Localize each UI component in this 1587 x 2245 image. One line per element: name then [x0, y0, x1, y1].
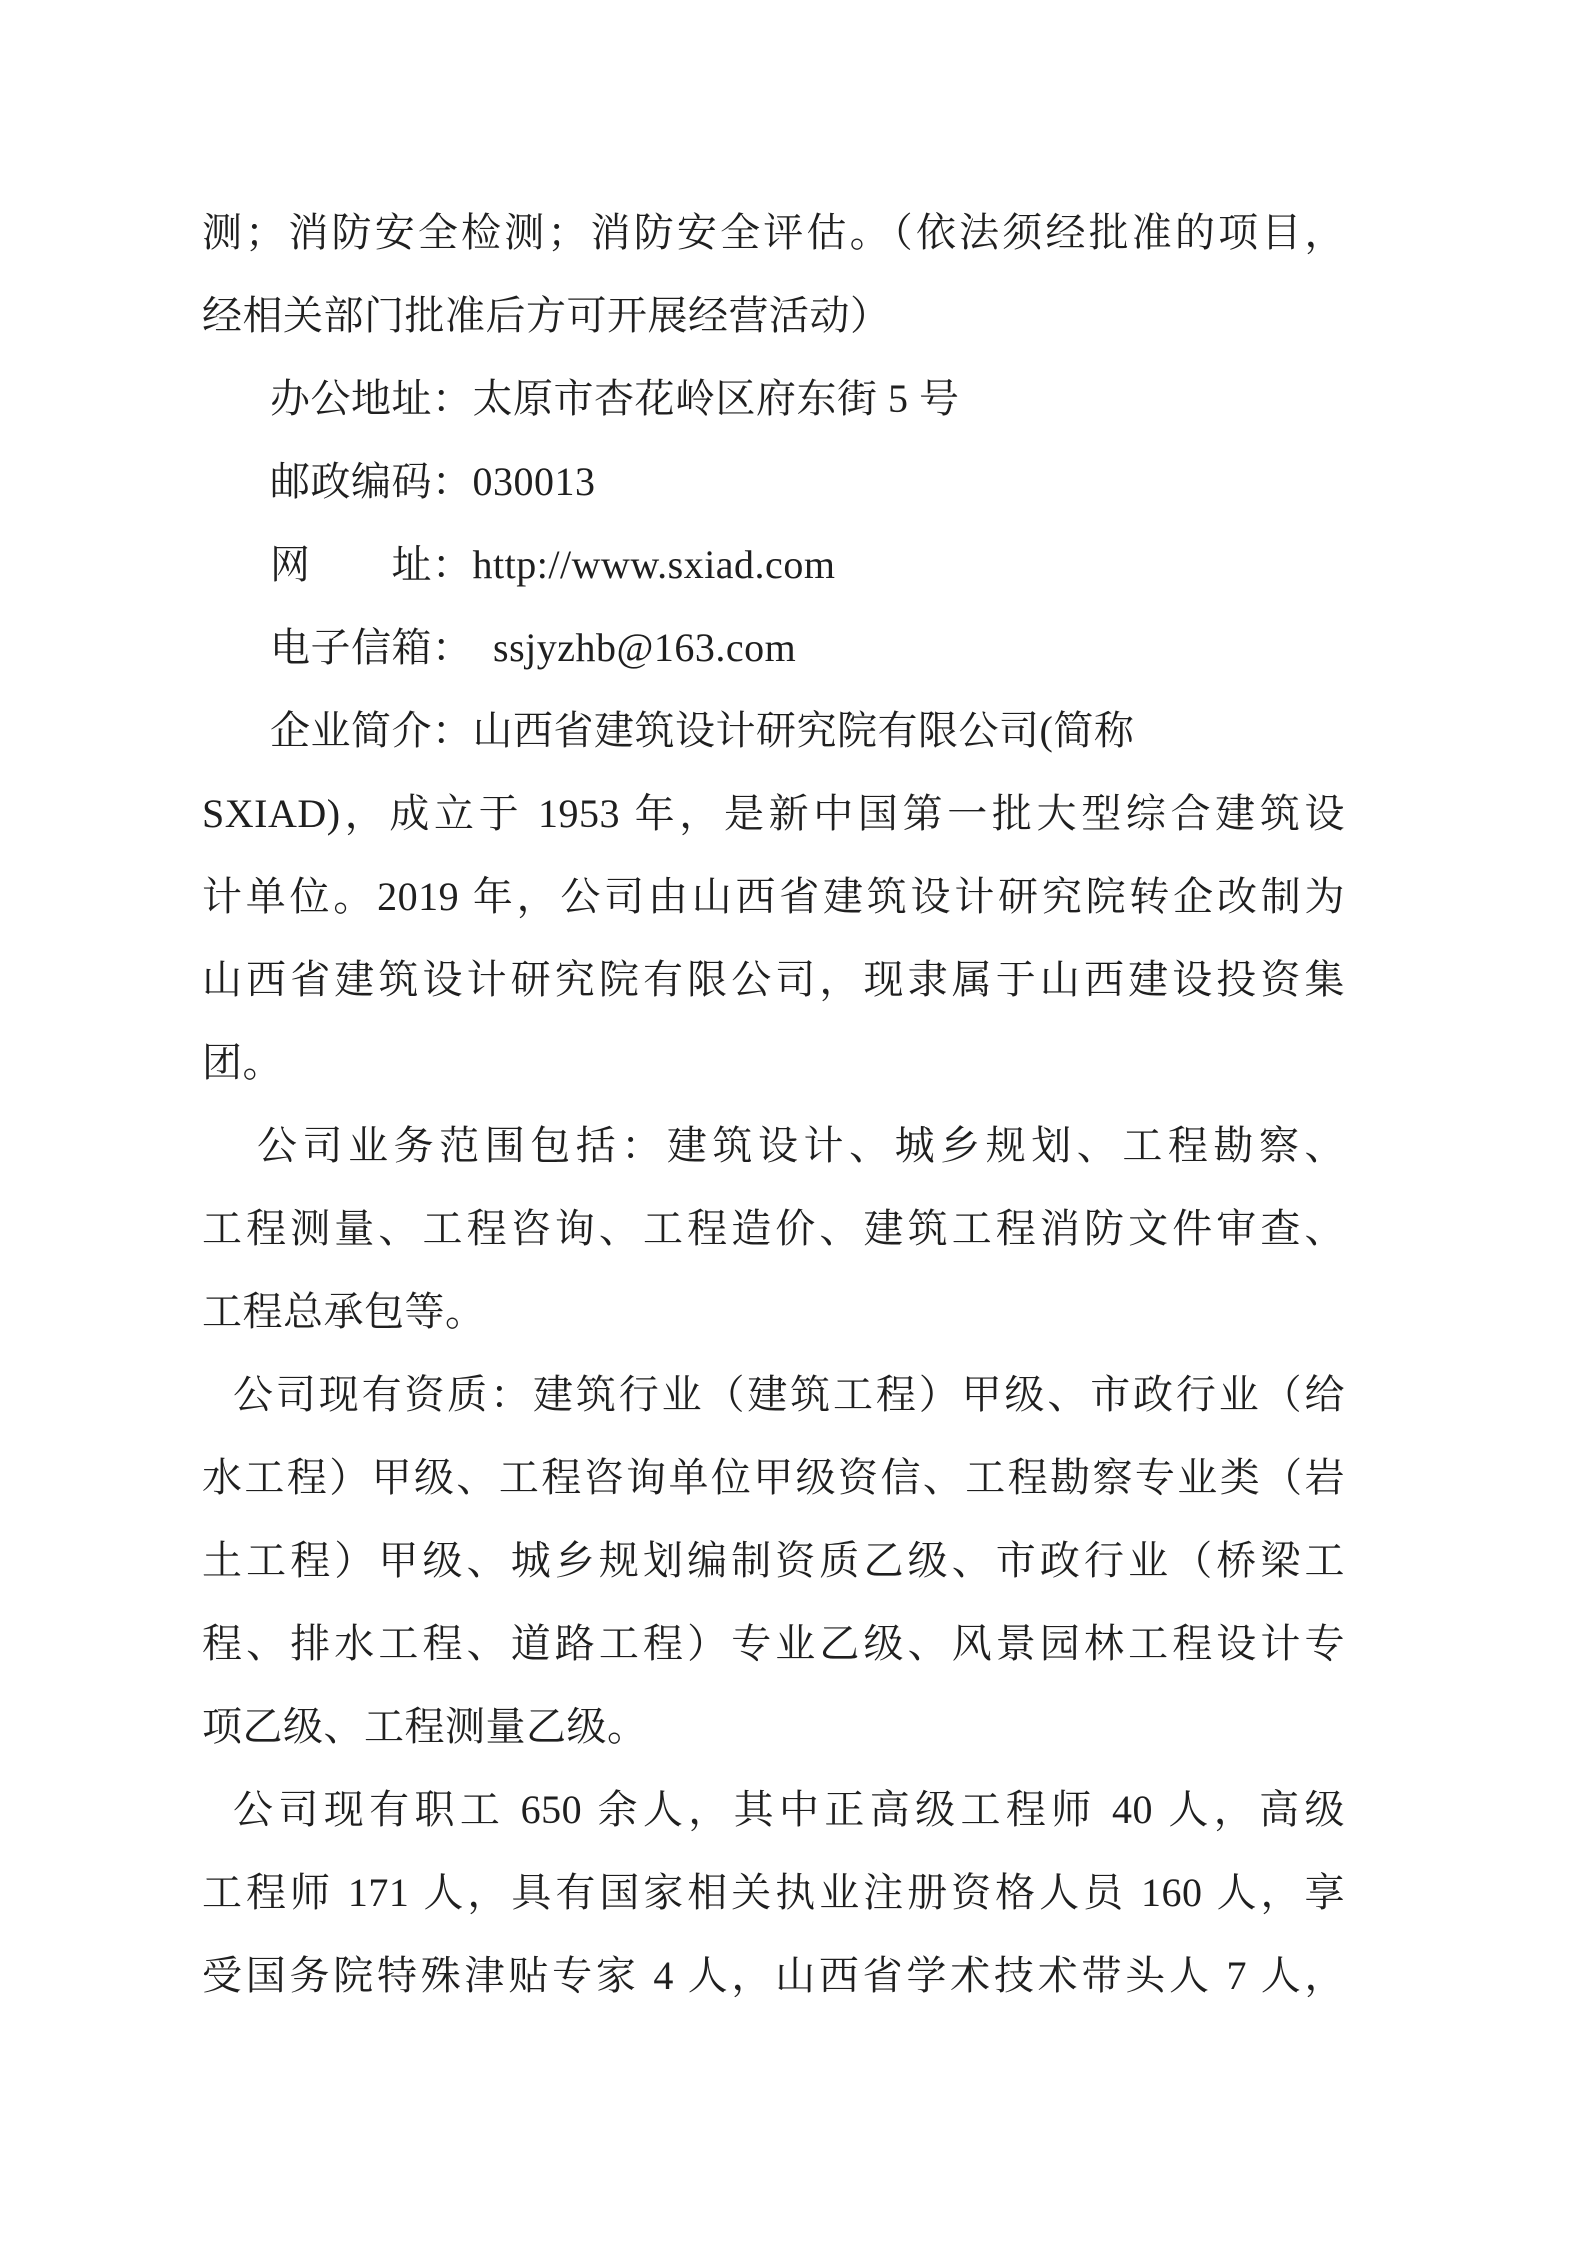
text-line: 项乙级、工程测量乙级。: [202, 1704, 648, 1749]
paragraph-postal-code: [202, 440, 1345, 523]
text-line: SXIAD)，成立于 1953 年，是新中国第一批大型综合建筑设: [202, 791, 1345, 836]
text-line: 工程测量、工程咨询、工程造价、建筑工程消防文件审查、: [202, 1206, 1345, 1251]
office-address-line: 办公地址：太原市杏花岭区府东街 5 号: [270, 376, 960, 421]
text-line: 受国务院特殊津贴专家 4 人，山西省学术技术带头人 7 人，: [202, 1953, 1345, 1998]
text-line: 企业简介：山西省建筑设计研究院有限公司(简称: [270, 708, 1135, 753]
text-line: 工程师 171 人，具有国家相关执业注册资格人员 160 人，享: [202, 1870, 1345, 1915]
text-line: 测；消防安全检测；消防安全评估。（依法须经批准的项目，: [202, 210, 1345, 255]
text-line: 公司现有职工 650 余人，其中正高级工程师 40 人，高级: [233, 1787, 1345, 1832]
text-line: 团。: [202, 1040, 283, 1085]
postal-code-line: 邮政编码：030013: [270, 459, 596, 504]
text-column: [202, 191, 1345, 2017]
paragraph-business-range: [202, 1104, 1345, 1353]
paragraph-website: [202, 523, 1345, 606]
text-line: 公司现有资质：建筑行业（建筑工程）甲级、市政行业（给: [233, 1372, 1345, 1417]
text-line: 公司业务范围包括：建筑设计、城乡规划、工程勘察、: [257, 1123, 1345, 1168]
text-line: 程、排水工程、道路工程）专业乙级、风景园林工程设计专: [202, 1621, 1345, 1666]
paragraph-staff-numbers: [202, 1768, 1345, 2017]
website-line: 网 址：http://www.sxiad.com: [270, 542, 836, 587]
text-line: 土工程）甲级、城乡规划编制资质乙级、市政行业（桥梁工: [202, 1538, 1345, 1583]
text-line: 山西省建筑设计研究院有限公司，现隶属于山西建设投资集: [202, 957, 1345, 1002]
paragraph-company-profile: [202, 689, 1345, 1104]
paragraph-qualifications: [202, 1353, 1345, 1768]
text-line: 水工程）甲级、工程咨询单位甲级资信、工程勘察专业类（岩: [202, 1455, 1345, 1500]
text-line: 计单位。2019 年，公司由山西省建筑设计研究院转企改制为: [202, 874, 1345, 919]
paragraph-business-scope-continuation: [202, 191, 1345, 357]
text-line: 工程总承包等。: [202, 1289, 486, 1334]
email-line: 电子信箱： ssjyzhb@163.com: [270, 625, 797, 670]
paragraph-office-address: [202, 357, 1345, 440]
paragraph-email: [202, 606, 1345, 689]
text-line: 经相关部门批准后方可开展经营活动）: [202, 293, 891, 338]
